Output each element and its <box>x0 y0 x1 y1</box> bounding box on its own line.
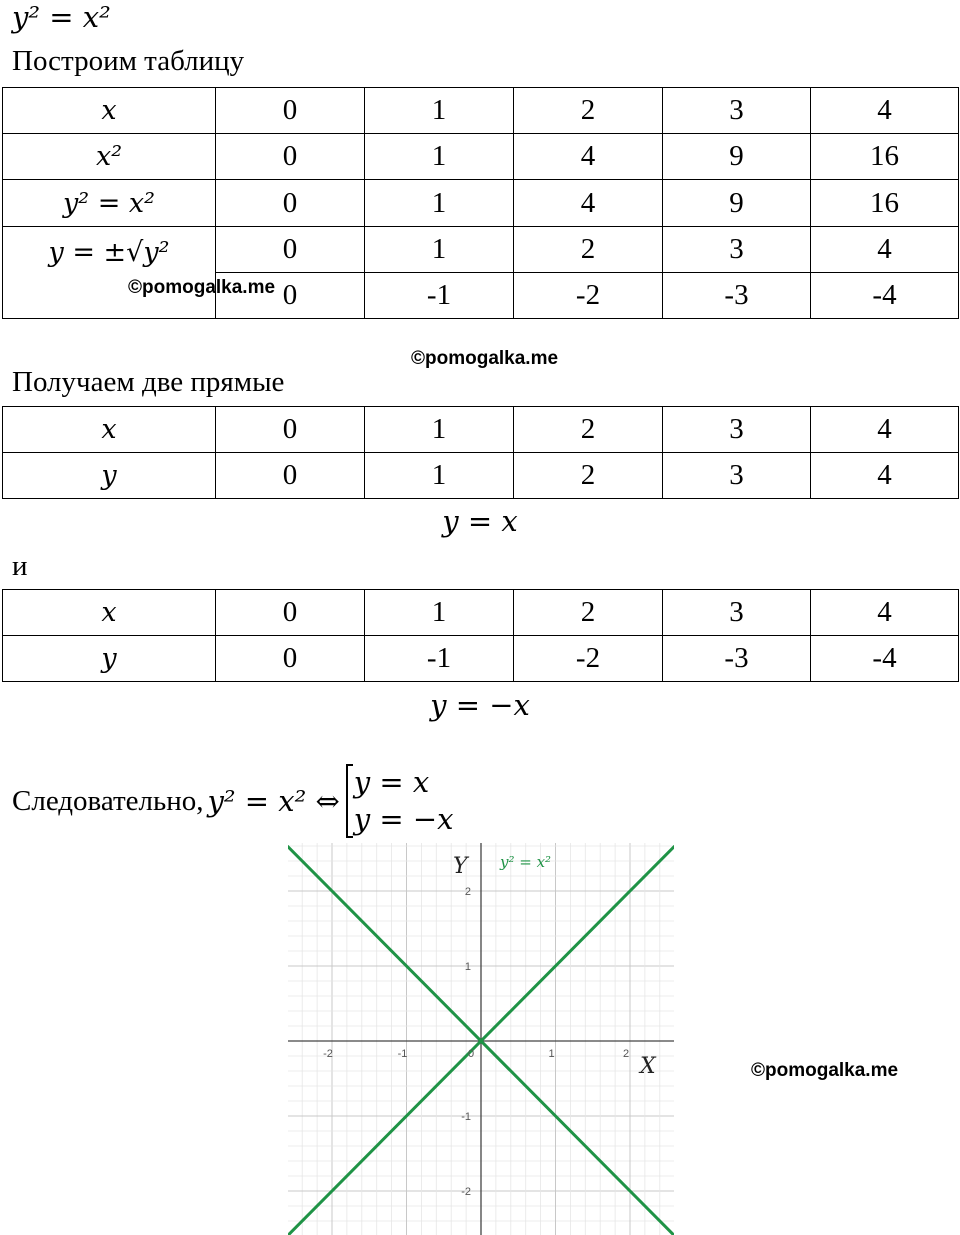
table-cell: -1 <box>365 273 514 319</box>
table-cell: 0 <box>216 227 365 273</box>
table-cell: 0 <box>216 636 365 682</box>
table-cell: 2 <box>514 407 663 453</box>
conclusion-equation: y² = x² ⇔ <box>207 784 340 818</box>
line-table-positive <box>2 406 959 499</box>
y-tick-label: -2 <box>461 1186 471 1198</box>
equation-top <box>12 0 111 34</box>
y-tick-label: 2 <box>464 886 471 898</box>
table-cell: 4 <box>811 453 959 499</box>
table-cell: 1 <box>365 590 514 636</box>
system-bracket <box>344 764 454 838</box>
table-cell: 2 <box>514 227 663 273</box>
table-cell: 4 <box>811 590 959 636</box>
table-cell: 4 <box>514 180 663 227</box>
row-label: y <box>3 636 216 682</box>
table-cell: 9 <box>663 134 811 180</box>
system-line-1: y = x <box>353 765 430 799</box>
y-axis-label: Y <box>453 854 468 879</box>
x-tick-label: 0 <box>467 1048 475 1060</box>
row-label: x <box>3 88 216 134</box>
table-row <box>3 134 959 180</box>
table-cell: 0 <box>216 180 365 227</box>
equation-top-text: y² = x² <box>12 0 111 34</box>
table-cell: 3 <box>663 88 811 134</box>
graph-y2-eq-x2 <box>288 843 674 1235</box>
table-cell: 1 <box>365 227 514 273</box>
tick-labels <box>323 886 629 1198</box>
table-cell: 3 <box>663 407 811 453</box>
table-cell: -3 <box>663 273 811 319</box>
table-cell: 2 <box>514 590 663 636</box>
table-cell: 1 <box>365 453 514 499</box>
table-cell: -1 <box>365 636 514 682</box>
conclusion <box>12 764 454 838</box>
table-cell: 4 <box>811 88 959 134</box>
table-row <box>3 407 959 453</box>
table-cell: -2 <box>514 273 663 319</box>
x-tick-label: -2 <box>323 1048 333 1060</box>
table-cell: 1 <box>365 407 514 453</box>
table-row <box>3 590 959 636</box>
y-tick-label: -1 <box>461 1111 471 1123</box>
x-axis-label: X <box>640 1054 656 1079</box>
table-row <box>3 227 959 273</box>
heading-two-lines: Получаем две прямые <box>12 366 285 398</box>
y-tick-label: 1 <box>464 961 471 973</box>
watermark: ©pomogalka.me <box>411 348 559 369</box>
watermark: ©pomogalka.me <box>128 277 276 298</box>
line-table-negative <box>2 589 959 682</box>
table-cell: 0 <box>216 453 365 499</box>
table-cell: 0 <box>216 134 365 180</box>
table-cell: 1 <box>365 180 514 227</box>
table-cell: 4 <box>514 134 663 180</box>
table-cell: 3 <box>663 227 811 273</box>
table-cell: 0 <box>216 88 365 134</box>
table-cell: 4 <box>811 407 959 453</box>
row-label: y = ±√y² <box>48 237 170 268</box>
watermark: ©pomogalka.me <box>751 1060 899 1081</box>
x-tick-label: -1 <box>397 1048 408 1060</box>
table-cell: 9 <box>663 180 811 227</box>
table-cell: 0 <box>216 407 365 453</box>
row-label-plusminus <box>3 227 216 319</box>
table-cell: -4 <box>811 636 959 682</box>
table-cell: 16 <box>811 134 959 180</box>
caption-y-equals-x: y = x <box>442 504 518 538</box>
table-row <box>3 453 959 499</box>
table-cell: 1 <box>365 88 514 134</box>
row-label: x² <box>3 134 216 180</box>
table-cell: 0 <box>216 273 365 319</box>
table-cell: 16 <box>811 180 959 227</box>
table-cell: 1 <box>365 134 514 180</box>
x-tick-label: 1 <box>548 1048 555 1060</box>
x-tick-label: 2 <box>622 1048 630 1060</box>
row-label: y² = x² <box>3 180 216 227</box>
chart-title: y² = x² <box>500 853 552 871</box>
table-row <box>3 636 959 682</box>
table-row <box>3 88 959 134</box>
heading-build-table: Построим таблицу <box>12 45 245 77</box>
table-cell: 4 <box>811 227 959 273</box>
table-cell: -3 <box>663 636 811 682</box>
row-label: x <box>3 407 216 453</box>
table-row <box>3 180 959 227</box>
row-label: x <box>3 590 216 636</box>
conjunction-and: и <box>12 550 28 582</box>
table-cell: 3 <box>663 453 811 499</box>
conclusion-prefix: Следовательно, <box>12 785 204 817</box>
table-cell: 0 <box>216 590 365 636</box>
table-cell: -4 <box>811 273 959 319</box>
caption-y-equals-minus-x: y = −x <box>430 688 530 722</box>
table-cell: 2 <box>514 453 663 499</box>
table-cell: -2 <box>514 636 663 682</box>
table-cell: 2 <box>514 88 663 134</box>
table-cell: 3 <box>663 590 811 636</box>
system-line-2: y = −x <box>353 802 454 836</box>
row-label: y <box>3 453 216 499</box>
